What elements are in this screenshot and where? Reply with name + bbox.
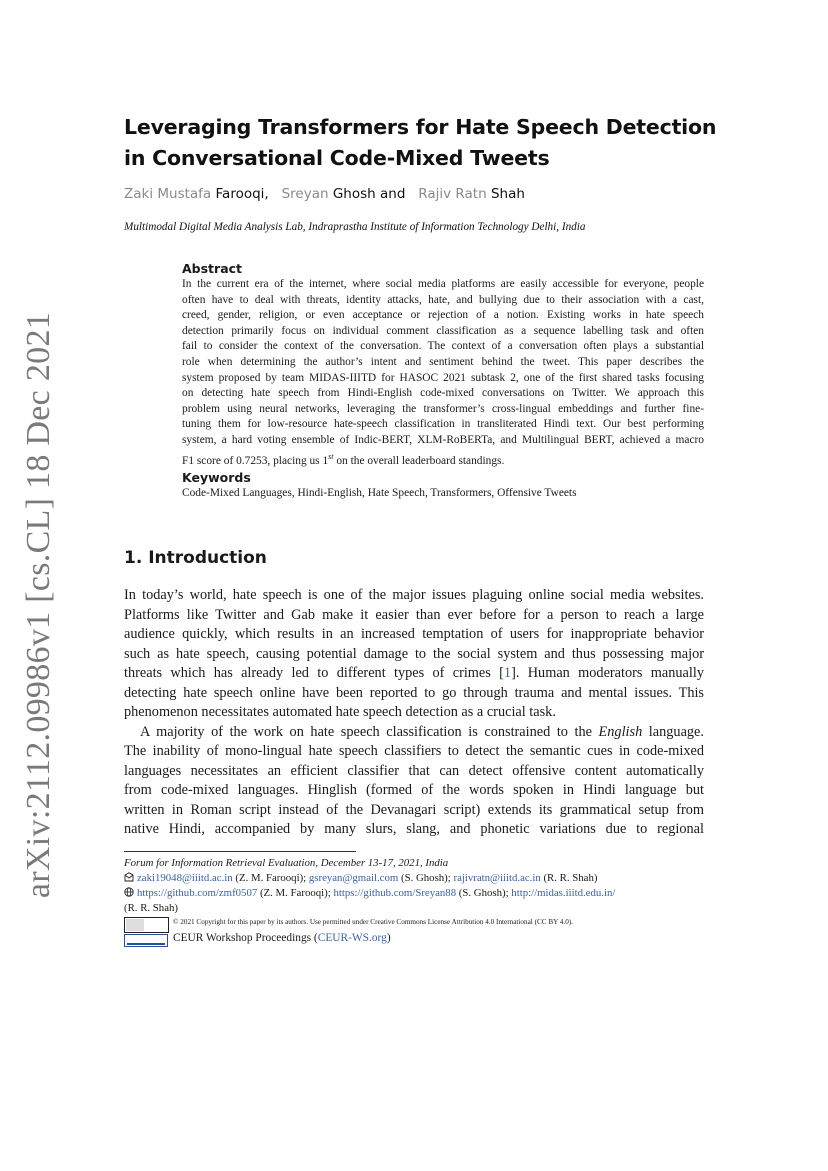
abstract-line: creed, gender, religion, or even acceptance or rejection of a notion. Existing works in hate speech <box>182 309 704 322</box>
author-2-family: Ghosh <box>332 186 376 202</box>
body-line: audience quickly, which results in an increased temptation of users for inappropriate behavior <box>124 626 704 642</box>
body-line: In today’s world, hate speech is one of the major issues plaguing online social media websites. <box>124 587 704 603</box>
author-2-given: Sreyan <box>281 186 329 202</box>
body-line: from code-mixed languages. Hinglish (formed of the words spoken in Hindi language but <box>124 782 704 798</box>
ceur-logo-icon <box>124 934 168 947</box>
abstract-line: tuning them for low-resource hate-speech classification in transliterated Hindi text. Our best performing <box>182 418 704 431</box>
footnote-emails: zaki19048@iiitd.ac.in (Z. M. Farooqi); gsreyan@gmail.com (S. Ghosh); rajivratn@iiitd.ac.in (R. R. Shah) <box>124 871 597 885</box>
url-link-farooqi[interactable]: https://github.com/zmf0507 <box>137 887 258 899</box>
author-list <box>124 186 525 202</box>
section-heading-introduction: 1. Introduction <box>124 548 267 568</box>
footnote-url-owner: (R. R. Shah) <box>124 902 178 914</box>
title-line-2: in Conversational Code-Mixed Tweets <box>124 146 550 170</box>
footnote-urls: https://github.com/zmf0507 (Z. M. Farooqi); https://github.com/Sreyan88 (S. Ghosh); http://midas.iiitd.edu.in/ <box>124 886 615 900</box>
affiliation: Multimodal Digital Media Analysis Lab, Indraprastha Institute of Information Technology Delhi, India <box>124 221 586 233</box>
abstract-last-line: F1 score of 0.7253, placing us 1st on the overall leaderboard standings. <box>182 451 505 467</box>
copyright-notice: © 2021 Copyright for this paper by its authors. Use permitted under Creative Commons License Attribution 4.0 International (CC BY 4.0). <box>173 918 574 926</box>
arxiv-stamp: arXiv:2112.09986v1 [cs.CL] 18 Dec 2021 <box>20 311 57 899</box>
author-separator: , <box>264 186 278 202</box>
globe-icon <box>124 887 134 897</box>
abstract-line: In the current era of the internet, where social media platforms are easily accessible for everyone, people <box>182 278 704 290</box>
envelope-icon <box>124 872 134 882</box>
author-separator: and <box>375 186 414 202</box>
body-line: native Hindi, accompanied by many slurs, slang, and phonetic variations due to regional <box>124 821 704 837</box>
footnote-venue: Forum for Information Retrieval Evaluation, December 13-17, 2021, India <box>124 857 449 869</box>
email-link-farooqi[interactable]: zaki19048@iiitd.ac.in <box>137 872 233 884</box>
url-link-midas[interactable]: http://midas.iiitd.edu.in/ <box>511 887 616 899</box>
email-link-ghosh[interactable]: gsreyan@gmail.com <box>308 872 399 884</box>
body-line: written in Roman script instead of the Devanagari script) extends its grammatical setup from <box>124 801 704 818</box>
body-line: detecting hate speech online have been reported to go through trauma and mental issues. This <box>124 684 704 701</box>
keywords-text: Code-Mixed Languages, Hindi-English, Hate Speech, Transformers, Offensive Tweets <box>182 487 577 499</box>
ceur-link[interactable]: CEUR-WS.org <box>317 932 387 944</box>
body-line: Platforms like Twitter and Gab make it easier than ever before for a person to reach a large <box>124 606 704 623</box>
abstract-line: system, a hard voting ensemble of Indic-BERT, XLM-RoBERTa, and Multilingual BERT, achieved a macro <box>182 434 704 446</box>
author-3-family: Shah <box>490 186 525 202</box>
body-line: The inability of mono-lingual hate speech classifiers to detect the semantic cues in code-mixed <box>124 743 704 759</box>
citation-link[interactable]: 1 <box>503 665 512 681</box>
abstract-line: often have to deal with threats, identity attacks, hate, and bullying due to their association with a cast, <box>182 293 704 306</box>
author-1-given: Zaki Mustafa <box>124 186 212 202</box>
url-link-ghosh[interactable]: https://github.com/Sreyan88 <box>333 887 457 899</box>
body-line: languages necessitates an efficient classifier that can detect offensive content automatically <box>124 762 704 779</box>
email-link-shah[interactable]: rajivratn@iiitd.ac.in <box>453 872 541 884</box>
abstract-line: system proposed by team MIDAS-IIITD for HASOC 2021 subtask 2, one of the first shared tasks focusing <box>182 371 704 384</box>
paper-title <box>124 112 744 174</box>
ceur-proceedings: CEUR Workshop Proceedings (CEUR-WS.org) <box>173 932 391 944</box>
abstract-line: detection primarily focus on individual comment classification as a sequence labelling task and often <box>182 324 704 337</box>
abstract-line: role when determining the author’s intent and sentiment behind the tweet. This paper describes the <box>182 356 704 368</box>
abstract-line: problem using neural networks, leveraging the transformer’s cross-lingual embeddings and further fine- <box>182 402 704 415</box>
body-line: A majority of the work on hate speech classification is constrained to the English language. <box>140 723 704 740</box>
abstract-line: on detecting hate speech from Hindi-English code-mixed conversations on Twitter. We approach this <box>182 387 704 400</box>
author-1-family: Farooqi <box>215 186 265 202</box>
body-line: such as hate speech, causing potential damage to the social system and thus possessing major <box>124 645 704 662</box>
abstract-line: fail to consider the context of the conversation. The context of a conversation often plays a substantial <box>182 340 704 353</box>
keywords-heading: Keywords <box>182 470 251 485</box>
body-line: phenomenon necessitates automated hate speech detection as a crucial task. <box>124 704 556 720</box>
author-3-given: Rajiv Ratn <box>418 186 487 202</box>
cc-by-license-icon <box>124 917 169 933</box>
body-line-with-citation: threats which has already led to different types of crimes [1]. Human moderators manually <box>124 665 704 681</box>
title-line-1: Leveraging Transformers for Hate Speech Detection <box>124 115 717 139</box>
abstract-heading: Abstract <box>182 261 243 276</box>
footnote-rule <box>124 851 356 852</box>
